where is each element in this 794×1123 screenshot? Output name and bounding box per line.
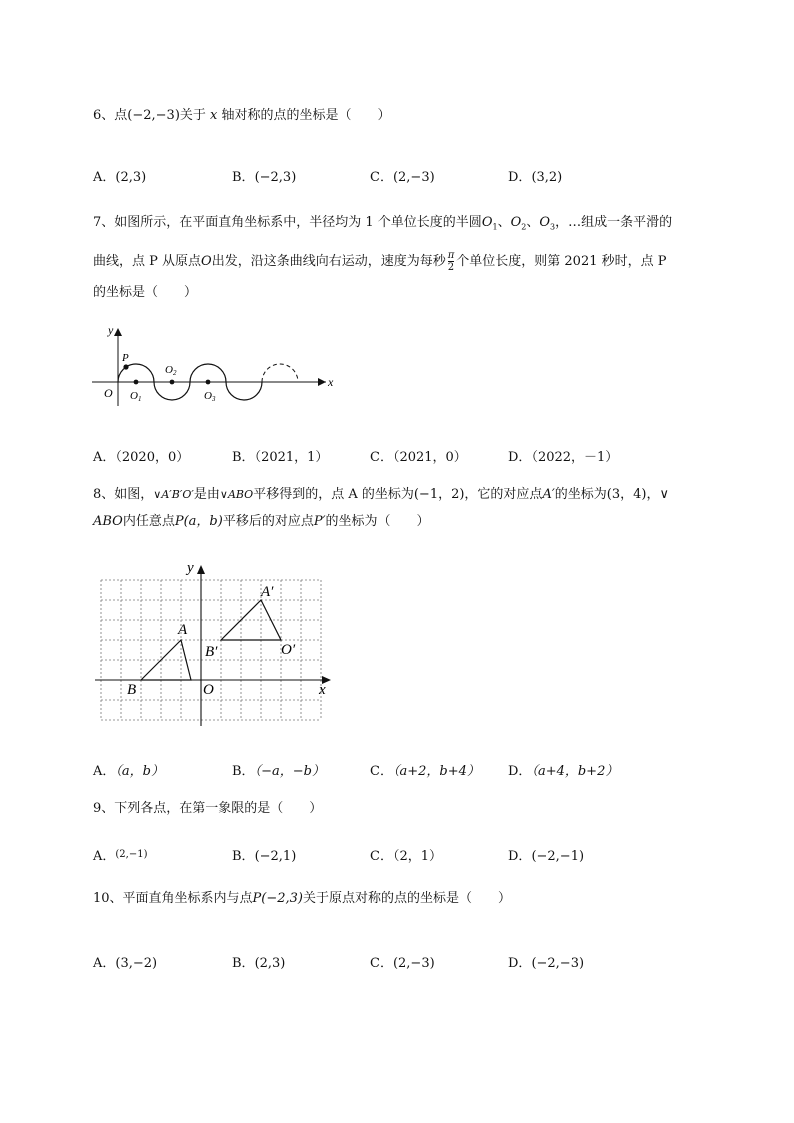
q7-text: 出发，沿这条曲线向右运动，速度为每秒 [211,254,446,269]
q8-text: 8、如图， [93,487,154,502]
q8-triangle: ∨ABO [219,488,254,501]
q7-option-a[interactable] [93,446,189,465]
option-letter: C． [370,170,393,185]
q8-option-c[interactable] [370,760,480,779]
q6-option-a[interactable] [93,166,146,185]
option-letter: C． [370,849,393,864]
q8-triangle-prime: ∨A′B′O′ [153,488,194,501]
q8-text: 内任意点 [122,514,175,529]
q9-option-c[interactable] [370,845,442,864]
option-letter: D． [508,450,532,465]
x-axis-arrow-icon [318,378,326,386]
q8-figure [95,560,340,728]
option-text: （2020，0） [115,450,190,465]
q8-stem-line2 [93,515,430,528]
q7-o2-sub: 2 [521,222,527,232]
option-text: (−2,−1) [531,849,585,864]
q8-option-d[interactable] [508,760,618,779]
q7-text: ，…组成一条平滑的 [555,215,673,230]
o1-letter: O [130,390,138,402]
q10-text: 关于原点对称的点的坐标是（ ） [303,891,512,906]
origin-label: O [104,386,113,400]
point-o2 [170,380,175,385]
q9-stem: 9、下列各点，在第一象限的是（ ） [93,801,323,816]
option-text: （2，1） [392,849,442,864]
q7-fraction [448,250,455,273]
q8-stem-line1 [93,488,669,501]
y-axis-arrow-icon [197,565,205,574]
option-letter: D． [508,764,532,779]
q6-text-end: 轴对称的点的坐标是（ ） [221,108,391,123]
q10-point: P(−2,3) [252,891,304,906]
option-letter: C． [370,450,393,465]
option-text: （2021，1） [254,450,329,465]
q7-text: 个单位长度，则第 2021 秒时，点 P [456,254,667,269]
o3-letter: O [204,390,212,402]
q10-option-a[interactable] [93,952,157,971]
option-text: （2022，－1） [531,450,619,465]
q10-option-c[interactable] [370,952,435,971]
o3-label [204,390,216,403]
o2-letter: O [165,364,173,376]
q9-option-d[interactable] [508,845,584,864]
option-letter: D． [508,956,532,971]
q7-o3: O [539,215,551,230]
q7-o3-sub: 3 [550,222,556,232]
option-text: （a+2，b+4） [392,764,480,779]
q10-option-b[interactable] [232,952,285,971]
q8-point-p-prime: P′ [313,514,326,529]
a-label: A [178,622,188,638]
q9-option-b[interactable] [232,845,296,864]
option-letter: A． [93,450,116,465]
q9-option-a[interactable] [93,845,147,864]
o3-sub: 3 [211,395,216,403]
q8-option-b[interactable] [232,760,325,779]
q10-option-d[interactable] [508,952,584,971]
option-letter: B． [232,849,255,864]
option-letter: A． [93,764,116,779]
option-letter: A． [93,956,116,971]
option-letter: B． [232,450,255,465]
q8-text: 平移后的对应点 [222,514,314,529]
option-text: (−2,1) [254,849,297,864]
q7-stem-line2 [93,250,667,273]
b-label: B [127,682,137,698]
option-letter: B． [232,170,255,185]
q8-text: 是由 [193,487,220,502]
q6-text: 关于 [179,108,206,123]
q8-text: 的坐标为（ ） [325,514,430,529]
option-letter: C． [370,764,393,779]
option-letter: C． [370,956,393,971]
o2-label [165,364,177,377]
option-letter: B． [232,764,255,779]
option-text: （a，b） [115,764,164,779]
q7-text: 7、如图所示，在平面直角坐标系中，半径均为 1 个单位长度的半圆 [93,215,482,230]
a-prime-label: A′ [261,584,274,600]
option-letter: B． [232,956,255,971]
q7-sep: 、 [497,215,511,230]
q8-triangle-cont: ABO [93,514,123,529]
q7-frac-den: 2 [447,262,455,273]
q7-origin: O [201,254,212,269]
q7-option-b[interactable] [232,446,328,465]
option-letter: A． [93,170,116,185]
option-text: (3,2) [531,170,563,185]
q6-option-d[interactable] [508,166,562,185]
q7-text: 曲线，点 P 从原点 [93,254,202,269]
x-label: x [328,375,334,389]
q6-number: 6、点 [93,108,128,123]
p-label: P [122,352,129,364]
q7-o1-sub: 1 [492,222,498,232]
q8-point-p: P(a，b) [174,514,223,529]
q8-option-a[interactable] [93,760,164,779]
o-prime-label: O′ [281,642,296,658]
q7-stem-line1 [93,216,672,232]
option-text: (2,−3) [392,170,435,185]
option-text: (2,−1) [115,849,148,860]
option-text: (−2,3) [254,170,297,185]
q8-text: 的坐标为(3，4)，∨ [554,487,669,502]
q10-stem [93,892,511,905]
q7-frac-num: π [447,250,455,261]
origin-label: O [203,682,214,698]
option-text: (2,3) [254,956,286,971]
o1-sub: 1 [137,395,142,403]
q7-o2: O [510,215,522,230]
q7-option-d[interactable] [508,446,618,465]
q7-o1: O [481,215,493,230]
q8-text: 平移得到的，点 A 的坐标为(−1，2)，它的对应点 [253,487,543,502]
point-o3 [206,380,211,385]
q6-option-b[interactable] [232,166,296,185]
q8-a-prime: A′ [542,487,555,502]
option-text: （2021，0） [392,450,467,465]
point-p [123,364,128,369]
q6-stem [93,109,391,122]
option-text: (2,3) [115,170,147,185]
option-letter: D． [508,170,532,185]
o1-label [130,390,141,403]
x-label: x [319,682,326,698]
q6-point: (−2,−3) [127,108,180,123]
q6-axis: x [210,108,218,123]
q7-figure [88,320,338,410]
q7-option-c[interactable] [370,446,467,465]
option-text: (3,−2) [115,956,158,971]
option-text: (−2,−3) [531,956,585,971]
b-prime-label: B′ [205,644,218,660]
option-text: （a+4，b+2） [531,764,619,779]
option-text: (2,−3) [392,956,435,971]
o2-sub: 2 [172,369,177,377]
option-text: （−a，−b） [254,764,325,779]
y-label: y [187,560,194,576]
curve-dashed [262,364,298,382]
option-letter: D． [508,849,532,864]
q7-sep: 、 [526,215,540,230]
q6-option-c[interactable] [370,166,435,185]
point-o1 [134,380,139,385]
q10-text: 10、平面直角坐标系内与点 [93,891,253,906]
option-letter: A． [93,849,116,864]
q7-stem-line3: 的坐标是（ ） [93,285,198,300]
y-label: y [108,323,114,337]
y-axis-arrow-icon [114,328,122,336]
